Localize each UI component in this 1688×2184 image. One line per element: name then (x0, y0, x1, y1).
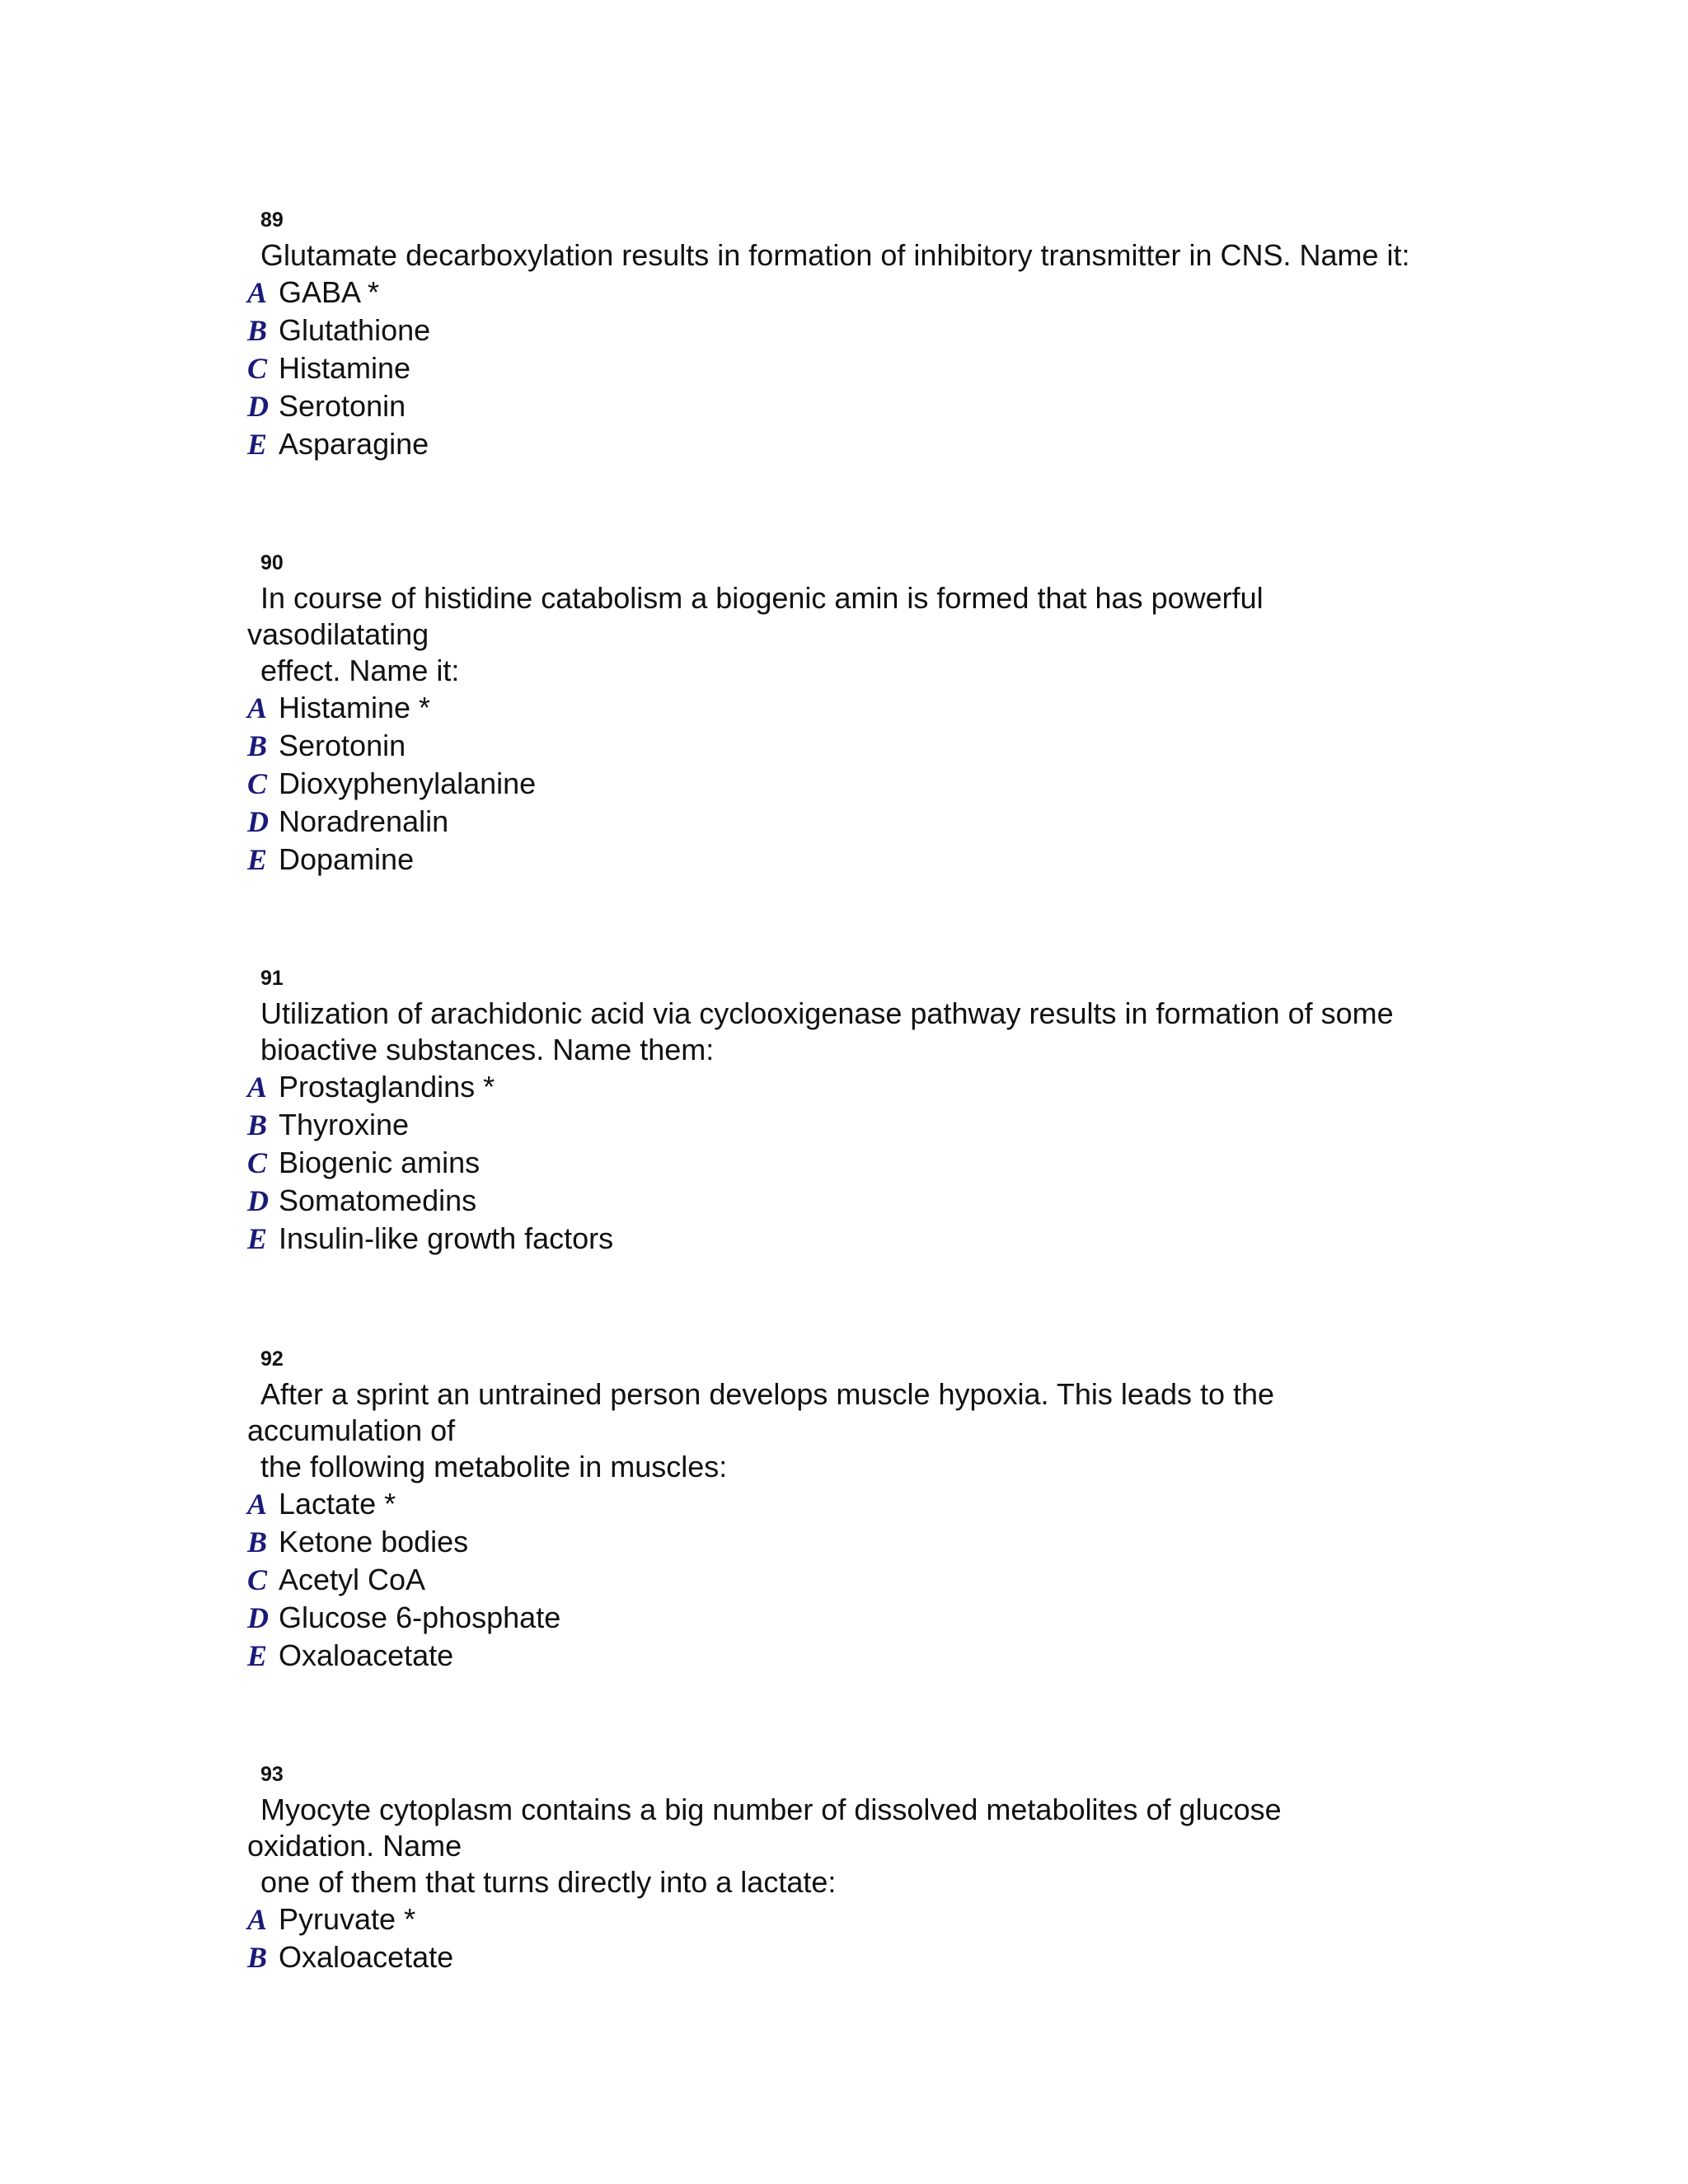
option-letter: B (247, 1526, 268, 1558)
option-e (247, 425, 1484, 463)
option-b (247, 727, 1484, 765)
option-letter: C (247, 1563, 268, 1596)
option-letter: E (247, 1222, 268, 1255)
option-b (247, 1106, 1484, 1144)
option-e (247, 841, 1484, 879)
option-text: Noradrenalin (279, 804, 449, 838)
option-a (247, 1068, 1484, 1106)
option-b (247, 1938, 1484, 1976)
option-d (247, 387, 1484, 425)
option-text: Serotonin (279, 729, 406, 762)
question-text: After a sprint an untrained person develops muscle hypoxia. This leads to the (260, 1377, 1275, 1411)
option-letter: D (247, 805, 269, 838)
question-number: 91 (260, 967, 284, 990)
option-text: Prostaglandins * (279, 1070, 495, 1104)
question-text: Glutamate decarboxylation results in formation of inhibitory transmitter in CNS. Name it: (260, 238, 1410, 272)
option-text: Glucose 6-phosphate (279, 1601, 561, 1634)
option-c (247, 1144, 1484, 1182)
option-text: Dopamine (279, 842, 415, 876)
option-c (247, 349, 1484, 387)
option-letter: D (247, 1601, 269, 1634)
option-letter: E (247, 1639, 268, 1672)
question-text: Utilization of arachidonic acid via cyclooxigenase pathway results in formation of some (260, 996, 1394, 1030)
option-text: Glutathione (279, 313, 431, 347)
option-text: Oxaloacetate (279, 1940, 454, 1974)
question-text: accumulation of (247, 1413, 456, 1447)
option-text: Oxaloacetate (279, 1638, 454, 1672)
option-text: Biogenic amins (279, 1146, 481, 1179)
question-number: 92 (260, 1347, 284, 1371)
option-a (247, 1900, 1484, 1938)
option-letter: B (247, 1108, 268, 1141)
option-letter: A (247, 1071, 268, 1104)
question-text: Myocyte cytoplasm contains a big number of dissolved metabolites of glucose (260, 1793, 1282, 1826)
question-text: one of them that turns directly into a lactate: (260, 1865, 837, 1899)
option-text: Insulin-like growth factors (279, 1221, 614, 1255)
option-letter: C (247, 1146, 268, 1179)
question-number: 89 (260, 209, 284, 232)
option-text: Pyruvate * (279, 1902, 416, 1936)
question-92 (247, 1347, 1484, 1675)
option-text: Somatomedins (279, 1183, 477, 1217)
question-number: 93 (260, 1763, 284, 1786)
option-letter: A (247, 691, 268, 724)
question-number: 90 (260, 551, 284, 574)
option-letter: B (247, 1941, 268, 1974)
option-letter: D (247, 390, 269, 423)
option-a (247, 274, 1484, 312)
question-text: In course of histidine catabolism a biogenic amin is formed that has powerful (260, 581, 1264, 615)
option-c (247, 765, 1484, 803)
option-a (247, 689, 1484, 727)
option-text: Acetyl CoA (279, 1563, 426, 1596)
question-text: effect. Name it: (260, 654, 460, 687)
question-text: vasodilatating (247, 617, 429, 651)
option-letter: A (247, 1488, 268, 1521)
option-text: Lactate * (279, 1487, 396, 1521)
option-letter: B (247, 314, 268, 347)
option-text: GABA * (279, 275, 380, 309)
option-text: Dioxyphenylalanine (279, 766, 537, 800)
option-letter: E (247, 428, 268, 461)
option-text: Thyroxine (279, 1108, 410, 1141)
option-letter: A (247, 1903, 268, 1936)
question-90 (247, 551, 1484, 879)
question-93 (247, 1762, 1484, 1976)
option-letter: D (247, 1184, 269, 1217)
option-text: Ketone bodies (279, 1525, 469, 1558)
option-e (247, 1220, 1484, 1258)
option-d (247, 1599, 1484, 1637)
option-text: Asparagine (279, 427, 429, 461)
option-letter: A (247, 276, 268, 309)
option-text: Histamine (279, 351, 411, 385)
question-text: the following metabolite in muscles: (260, 1450, 728, 1483)
option-b (247, 312, 1484, 349)
question-89 (247, 208, 1484, 463)
option-text: Histamine * (279, 691, 431, 724)
option-letter: C (247, 767, 268, 800)
option-d (247, 1182, 1484, 1220)
option-d (247, 803, 1484, 841)
option-c (247, 1561, 1484, 1599)
option-text: Serotonin (279, 389, 406, 423)
option-b (247, 1523, 1484, 1561)
option-e (247, 1637, 1484, 1675)
question-text: bioactive substances. Name them: (260, 1033, 715, 1066)
option-a (247, 1485, 1484, 1523)
option-letter: C (247, 352, 268, 385)
question-91 (247, 966, 1484, 1258)
option-letter: B (247, 729, 268, 762)
option-letter: E (247, 843, 268, 876)
question-text: oxidation. Name (247, 1829, 462, 1863)
